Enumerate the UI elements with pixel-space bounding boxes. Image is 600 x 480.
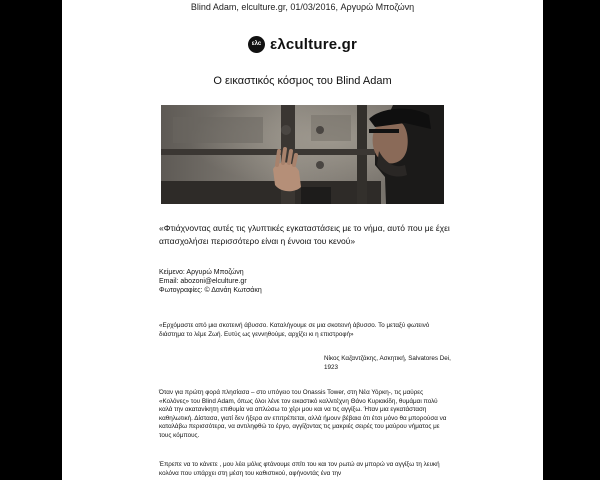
credit-text: Κείμενο: Αργυρώ Μποζώνη: [159, 269, 244, 276]
elculture-logo: [248, 34, 357, 54]
photo-illustration: [161, 105, 444, 204]
credit-email: Email: abozoni@elculture.gr: [159, 278, 247, 285]
source-line: Blind Adam, elculture.gr, 01/03/2016, Αργυρώ Μποζώνη: [190, 2, 415, 12]
article-credits: [159, 268, 459, 295]
epigraph-source: Νίκος Καζαντζάκης, Ασκητική, Salvatores Dei, 1923: [324, 355, 451, 371]
credit-photos: Φωτογραφίες: © Δανάη Κωτσάκη: [159, 287, 262, 294]
pull-quote: «Φτιάχνοντας αυτές τις γλυπτικές εγκαταστάσεις με το νήμα, αυτό που με έχει απασχολήσει περισσότερο είναι η έννοια του κενού»: [159, 223, 450, 246]
article-title: Ο εικαστικός κόσμος του Blind Adam: [213, 75, 392, 87]
body-paragraph: Έπρεπε να το κάνετε , μου λέει μόλις φτάνουμε σπίτι του και τον ρωτώ αν μπορώ να αγγίξω τη λευκή κολόνα που υπάρχει στη μέση του καθιστικού, αφήνοντάς ένα την: [159, 461, 440, 477]
article-photo: [161, 105, 444, 204]
epigraph-quote: «Ερχόμαστε από μια σκοτεινή άβυσσο. Καταλήγουμε σε μια σκοτεινή άβυσσο. Το μεταξύ φωτεινό διάστημα το λέμε Ζωή. Ευτύς ως γεννηθούμε, αρχίζει κι η επιστροφή»: [159, 322, 430, 338]
logo-badge-icon: ελc: [248, 36, 265, 53]
document-page: [62, 0, 543, 480]
logo-text: ελculture.gr: [270, 35, 358, 53]
body-paragraph: Όταν για πρώτη φορά πλησίασα – στο υπόγειο του Onassis Tower, στη Νέα Υόρκη-, τις μαύρες «Κολόνες» του Blind Adam, όπως όλοι λένε τον εικαστικό καλλιτέχνη Θάνο Κυριακίδη, θυμάμαι πολύ καλά την ακατανίκητη επιθυμία να απλώσω το χέρι μου και να τις αγγίξω. Ήταν μια εγκατάσταση καθηλωτική. Δίστασα, γιατί δεν ήξερα αν επιτρέπεται, αλλά ήμουν βέβαια ότι έτσι μόνο θα μπορούσα να καταλάβω περισσότερα, να αντιληφθώ το έργο, αγγίζοντας τις μακριές σειρές του μαύρου νήματος με τους κόμπους.: [159, 389, 447, 439]
